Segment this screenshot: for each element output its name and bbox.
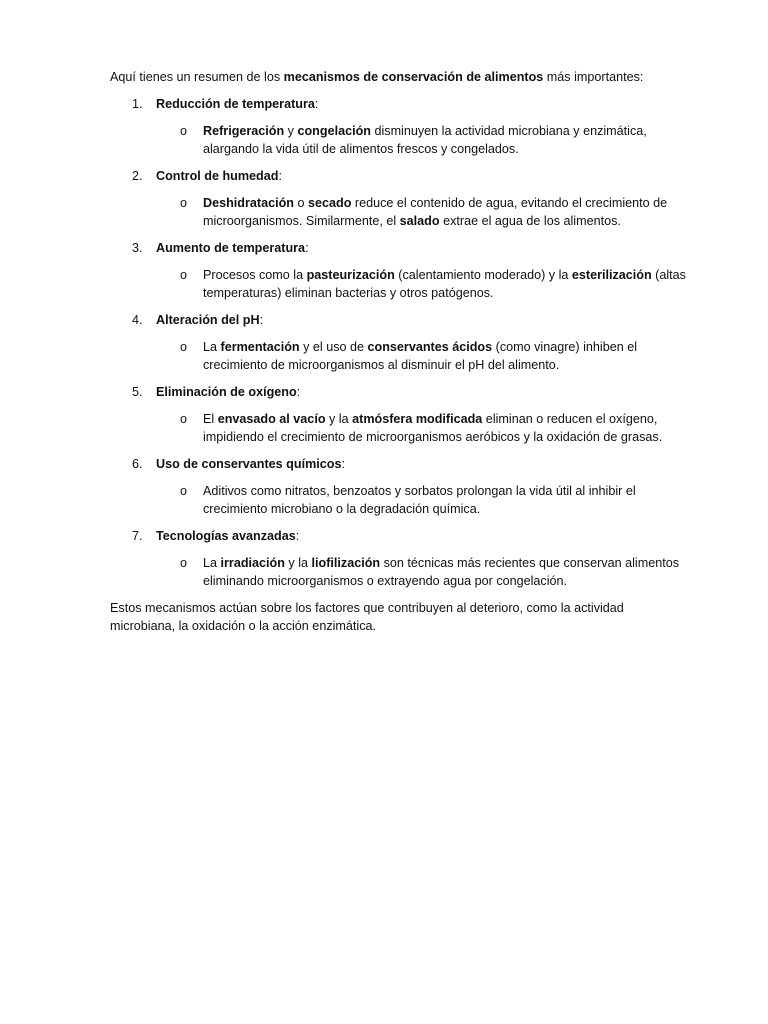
- list-item-number: 1.: [132, 97, 143, 111]
- sub-text: El: [203, 412, 218, 426]
- sub-text: La: [203, 340, 221, 354]
- sub-text: extrae el agua de los alimentos.: [439, 214, 621, 228]
- list-item-number: 7.: [132, 529, 143, 543]
- sub-text: eliminan o reducen el oxígeno, impidiendo el crecimiento de microorganismos aeróbicos y la oxidación de grasas.: [203, 412, 663, 444]
- sub-text: Procesos como la: [203, 268, 307, 282]
- list-item-number: 4.: [132, 313, 143, 327]
- sub-text: reduce el contenido de agua, evitando el crecimiento de microorganismos. Similarmente, el: [203, 196, 668, 228]
- list-item-heading: [110, 383, 690, 401]
- sub-bold-text: Refrigeración: [203, 124, 285, 138]
- intro-text-before: Aquí tienes un resumen de los: [110, 70, 284, 84]
- sub-bold-text: congelación: [297, 124, 371, 138]
- intro-paragraph: [110, 68, 690, 86]
- list-item-number: 6.: [132, 457, 143, 471]
- bullet-o-icon: o: [180, 196, 188, 210]
- list-item-title: Aumento de temperatura: [156, 241, 306, 255]
- sub-text: y la: [325, 412, 353, 426]
- list-item: [110, 383, 690, 446]
- list-item-title: Reducción de temperatura: [156, 97, 315, 111]
- list-item-title: Eliminación de oxígeno: [156, 385, 297, 399]
- list-item-heading: [110, 455, 690, 473]
- sub-item: [110, 266, 690, 302]
- list-item: [110, 527, 690, 590]
- list-item-heading: [110, 311, 690, 329]
- sub-item: [110, 554, 690, 590]
- list-item-title: Alteración del pH: [156, 313, 260, 327]
- list-item-title: Control de humedad: [156, 169, 279, 183]
- sub-text: (como vinagre) inhiben el crecimiento de microorganismos al disminuir el pH del alimento.: [203, 340, 638, 372]
- sub-bold-text: fermentación: [220, 340, 300, 354]
- list-item-heading: [110, 239, 690, 257]
- list-item-heading: [110, 95, 690, 113]
- bullet-o-icon: o: [180, 484, 188, 498]
- list-item-colon: :: [278, 169, 282, 183]
- list-item-title: Tecnologías avanzadas: [156, 529, 296, 543]
- sub-item: [110, 410, 690, 446]
- list-item-number: 2.: [132, 169, 143, 183]
- bullet-o-icon: o: [180, 412, 188, 426]
- list-item: [110, 239, 690, 302]
- list-item: [110, 311, 690, 374]
- list-item: [110, 167, 690, 230]
- sub-item: [110, 194, 690, 230]
- sub-bold-text: conservantes ácidos: [367, 340, 493, 354]
- sub-text: o: [293, 196, 308, 210]
- sub-item: [110, 482, 690, 518]
- list-item-title: Uso de conservantes químicos: [156, 457, 342, 471]
- sub-text: y: [284, 124, 298, 138]
- sub-bold-text: irradiación: [220, 556, 285, 570]
- sub-bold-text: envasado al vacío: [217, 412, 326, 426]
- sub-text: son técnicas más recientes que conservan alimentos eliminando microorganismos o extrayendo agua por congelación.: [203, 556, 679, 588]
- sub-bold-text: esterilización: [571, 268, 652, 282]
- intro-text-bold: mecanismos de conservación de alimentos: [283, 70, 544, 84]
- outro-paragraph: Estos mecanismos actúan sobre los factores que contribuyen al deterioro, como la actividad microbiana, la oxidación o la acción enzimática.: [110, 601, 624, 633]
- bullet-o-icon: o: [180, 556, 188, 570]
- sub-text: y la: [284, 556, 312, 570]
- list-item-colon: :: [295, 529, 300, 543]
- sub-text: La: [203, 556, 221, 570]
- sub-bold-text: salado: [399, 214, 440, 228]
- document-page: [110, 68, 690, 635]
- sub-bold-text: atmósfera modificada: [352, 412, 483, 426]
- list-item-heading: [110, 167, 690, 185]
- bullet-o-icon: o: [180, 268, 188, 282]
- sub-bold-text: pasteurización: [306, 268, 395, 282]
- mechanisms-list: [110, 95, 690, 590]
- sub-text: Aditivos como nitratos, benzoatos y sorbatos prolongan la vida útil al inhibir el crecimiento microbiano o la degradación química.: [203, 484, 636, 516]
- list-item-colon: :: [314, 97, 319, 111]
- sub-bold-text: liofilización: [311, 556, 381, 570]
- list-item-colon: :: [259, 313, 264, 327]
- sub-text: (altas temperaturas) eliminan bacterias y otros patógenos.: [203, 268, 686, 300]
- list-item-colon: :: [341, 457, 345, 471]
- list-item: [110, 95, 690, 158]
- sub-bold-text: secado: [308, 196, 352, 210]
- sub-item: [110, 122, 690, 158]
- sub-text: (calentamiento moderado) y la: [394, 268, 572, 282]
- sub-text: disminuyen la actividad microbiana y enzimática, alargando la vida útil de alimentos frescos y congelados.: [203, 124, 647, 156]
- sub-item: [110, 338, 690, 374]
- list-item-number: 3.: [132, 241, 143, 255]
- list-item-number: 5.: [132, 385, 143, 399]
- bullet-o-icon: o: [180, 340, 188, 354]
- list-item-colon: :: [296, 385, 301, 399]
- list-item-heading: [110, 527, 690, 545]
- sub-bold-text: Deshidratación: [203, 196, 294, 210]
- list-item-colon: :: [305, 241, 309, 255]
- intro-text-after: más importantes:: [543, 70, 644, 84]
- list-item: [110, 455, 690, 518]
- bullet-o-icon: o: [180, 124, 188, 138]
- sub-text: y el uso de: [299, 340, 368, 354]
